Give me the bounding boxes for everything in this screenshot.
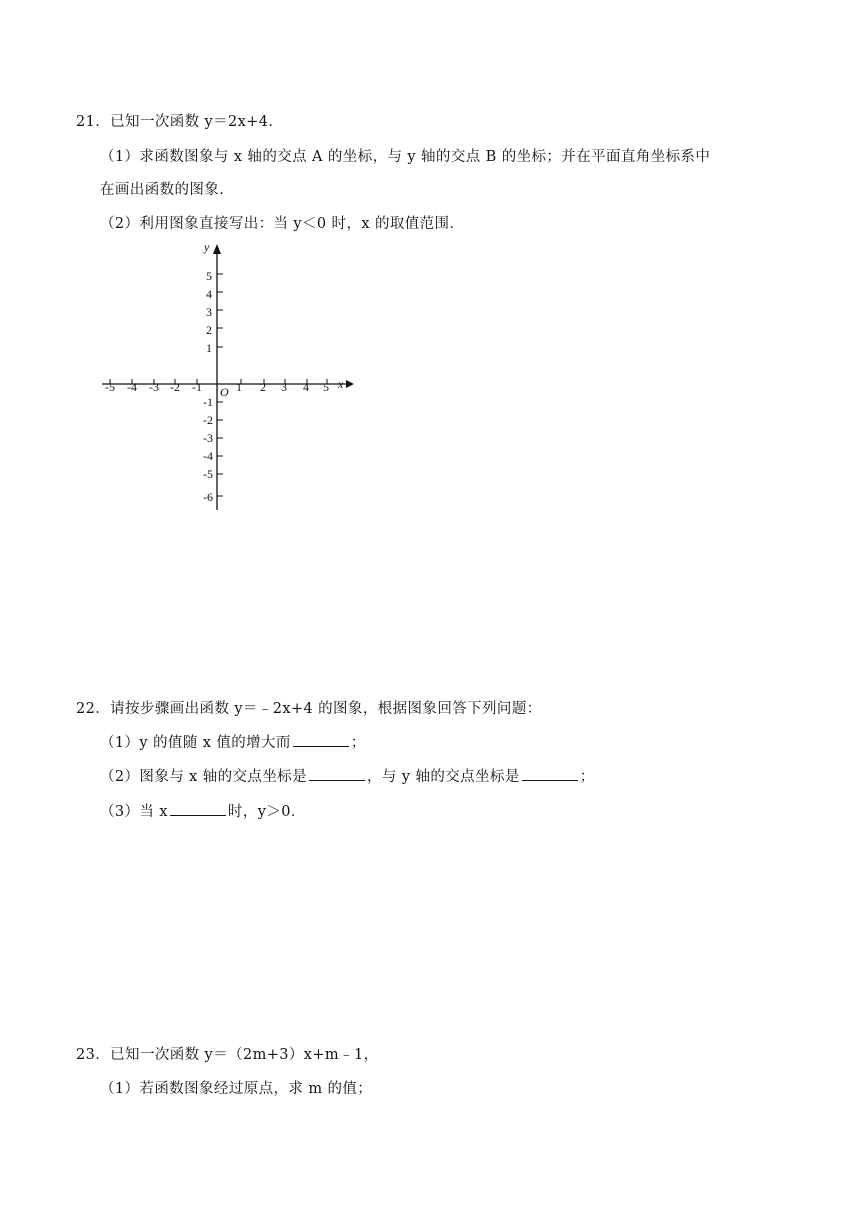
x-tick-label-5: 5 [323, 380, 329, 394]
x-tick-label-1: 1 [236, 380, 242, 394]
axis-ticks [110, 274, 327, 496]
x-tick-label-neg1: -1 [192, 380, 202, 394]
answer-blank[interactable] [309, 768, 365, 781]
y-tick-label-neg1: -1 [203, 395, 213, 409]
x-tick-label-neg5: -5 [105, 380, 115, 394]
q21-part1-line1: （1）求函数图象与 x 轴的交点 A 的坐标，与 y 轴的交点 B 的坐标；并在平面直角坐标系中 [100, 149, 711, 165]
q22-part1-text: （1）y 的值随 x 值的增大而 [100, 735, 291, 751]
x-tick-label-neg3: -3 [149, 380, 159, 394]
x-tick-label-3: 3 [281, 380, 287, 394]
q22-stem: 22．请按步骤画出函数 y＝﹣2x+4 的图象，根据图象回答下列问题： [76, 701, 542, 717]
q22-part2-text: （2）图象与 x 轴的交点坐标是 [100, 769, 308, 785]
y-tick-label-5: 5 [206, 269, 212, 283]
coordinate-plane [96, 238, 366, 518]
y-tick-label-3: 3 [206, 305, 212, 319]
y-axis-arrow [213, 244, 221, 254]
origin-label: O [220, 385, 229, 399]
q21-part2: （2）利用图象直接写出：当 y＜0 时，x 的取值范围． [100, 216, 465, 232]
x-axis-label: x [338, 377, 344, 391]
q22-part3 [100, 800, 306, 821]
q23-stem: 23．已知一次函数 y＝（2m+3）x+m﹣1， [76, 1047, 379, 1063]
y-axis-label: y [204, 240, 210, 254]
y-tick-label-neg6: -6 [203, 490, 213, 504]
y-tick-label-1: 1 [206, 341, 212, 355]
y-tick-label-neg3: -3 [203, 431, 213, 445]
q23-part1: （1）若函数图象经过原点，求 m 的值； [100, 1081, 373, 1097]
y-tick-label-neg5: -5 [203, 467, 213, 481]
q21-part1-line2: 在画出函数的图象． [100, 182, 235, 198]
x-tick-label-neg4: -4 [127, 380, 137, 394]
q22-part3-end: 时，y＞0． [227, 804, 306, 820]
x-tick-label-4: 4 [303, 380, 309, 394]
answer-blank[interactable] [170, 803, 226, 816]
q21-stem: 21．已知一次函数 y＝2x+4． [76, 114, 284, 130]
q22-part1-end: ； [350, 735, 366, 751]
answer-blank[interactable] [293, 734, 349, 747]
q22-part2-end: ； [579, 769, 595, 785]
q22-part1 [100, 731, 366, 752]
q22-part2 [100, 765, 595, 786]
y-tick-label-2: 2 [206, 323, 212, 337]
y-tick-label-4: 4 [206, 287, 212, 301]
y-tick-label-neg4: -4 [203, 449, 213, 463]
y-tick-label-neg2: -2 [203, 413, 213, 427]
x-tick-label-neg2: -2 [170, 380, 180, 394]
answer-blank[interactable] [522, 768, 578, 781]
q22-part3-text: （3）当 x [100, 804, 168, 820]
x-tick-label-2: 2 [260, 380, 266, 394]
x-axis-arrow [346, 380, 354, 388]
q22-part2-mid: ，与 y 轴的交点坐标是 [367, 769, 520, 785]
